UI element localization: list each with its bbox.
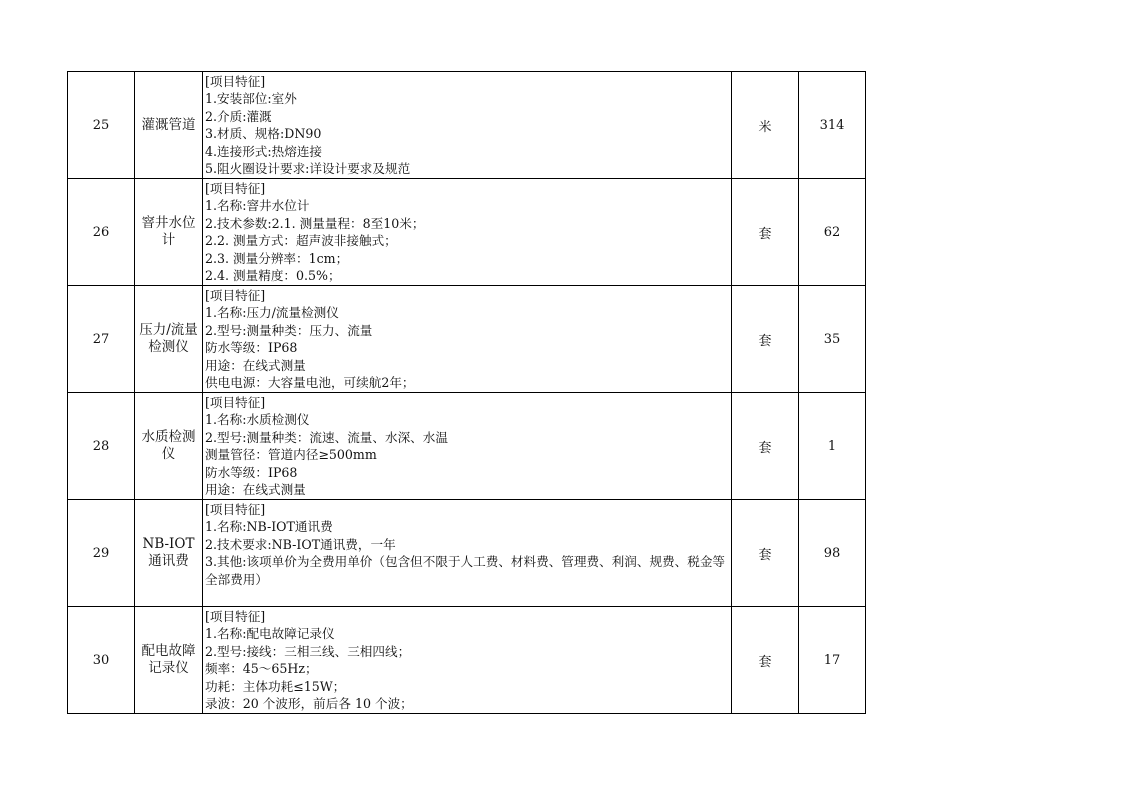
feature-line: 1.安装部位:室外 — [205, 91, 297, 107]
row-number: 29 — [68, 500, 135, 607]
feature-line: 防水等级：IP68 — [205, 340, 298, 356]
unit: 套 — [732, 286, 799, 393]
feature-line: 录波：20 个波形，前后各 10 个波； — [205, 696, 413, 712]
feature-line: 2.2. 测量方式：超声波非接触式； — [205, 233, 397, 249]
table-row — [68, 500, 866, 607]
item-name: 水质检测仪 — [135, 393, 203, 500]
feature-line: 测量管径：管道内径≥500mm — [205, 447, 377, 463]
bill-of-quantities-sheet — [67, 71, 866, 714]
features-cell — [205, 73, 731, 178]
quantity: 1 — [799, 393, 866, 500]
unit: 套 — [732, 607, 799, 714]
feature-line: 5.阻火圈设计要求:详设计要求及规范 — [205, 161, 411, 177]
item-features — [203, 500, 732, 607]
feature-line: 用途：在线式测量 — [205, 482, 306, 498]
feature-line: 2.型号:接线：三相三线、三相四线； — [205, 643, 411, 659]
feature-line: [项目特征] — [205, 181, 266, 196]
table-row — [68, 72, 866, 179]
quantity: 62 — [799, 179, 866, 286]
feature-line: 2.3. 测量分辨率：1cm； — [205, 250, 349, 266]
row-number: 25 — [68, 72, 135, 179]
item-features — [203, 72, 732, 179]
feature-line: 1.名称:水质检测仪 — [205, 412, 310, 428]
item-name: NB-IOT通讯费 — [135, 500, 203, 607]
unit: 米 — [732, 72, 799, 179]
features-cell — [205, 608, 731, 713]
feature-line: 2.技术要求:NB-IOT通讯费，一年 — [205, 536, 396, 552]
item-features — [203, 607, 732, 714]
feature-line: 频率：45～65Hz； — [205, 661, 318, 677]
quantity: 17 — [799, 607, 866, 714]
row-number: 27 — [68, 286, 135, 393]
row-number: 30 — [68, 607, 135, 714]
quantity: 314 — [799, 72, 866, 179]
feature-line: [项目特征] — [205, 288, 266, 303]
feature-line: 1.名称:NB-IOT通讯费 — [205, 519, 333, 535]
feature-line: 2.型号:测量种类：流速、流量、水深、水温 — [205, 429, 448, 445]
feature-line: 2.4. 测量精度：0.5%； — [205, 268, 341, 284]
feature-line: 2.介质:灌溉 — [205, 108, 272, 124]
item-name: 窨井水位计 — [135, 179, 203, 286]
features-cell — [205, 180, 731, 285]
table-row — [68, 286, 866, 393]
table-row — [68, 607, 866, 714]
feature-line: 3.其他:该项单价为全费用单价（包含但不限于人工费、材料费、管理费、利润、规费、税金等全部费用） — [205, 554, 726, 587]
unit: 套 — [732, 179, 799, 286]
feature-line: 1.名称:窨井水位计 — [205, 198, 310, 214]
table-body — [68, 72, 866, 714]
feature-line: 1.名称:压力/流量检测仪 — [205, 305, 339, 321]
table-row — [68, 179, 866, 286]
quantity: 35 — [799, 286, 866, 393]
feature-line: [项目特征] — [205, 395, 266, 410]
table-row — [68, 393, 866, 500]
feature-line: [项目特征] — [205, 74, 266, 89]
feature-line: 1.名称:配电故障记录仪 — [205, 626, 335, 642]
item-features — [203, 286, 732, 393]
features-cell — [205, 394, 731, 499]
features-cell — [205, 501, 731, 606]
item-name: 配电故障记录仪 — [135, 607, 203, 714]
feature-line: 防水等级：IP68 — [205, 464, 298, 480]
unit: 套 — [732, 500, 799, 607]
item-name: 压力/流量检测仪 — [135, 286, 203, 393]
feature-line: [项目特征] — [205, 609, 266, 624]
feature-line: 用途：在线式测量 — [205, 357, 306, 373]
row-number: 26 — [68, 179, 135, 286]
quantity: 98 — [799, 500, 866, 607]
features-cell — [205, 287, 731, 392]
quantities-table — [67, 71, 866, 714]
feature-line: 4.连接形式:热熔连接 — [205, 143, 323, 159]
feature-line: 3.材质、规格:DN90 — [205, 126, 322, 142]
feature-line: 供电电源：大容量电池，可续航2年； — [205, 375, 415, 391]
feature-line: [项目特征] — [205, 502, 266, 517]
feature-line: 2.技术参数:2.1. 测量量程：8至10米； — [205, 215, 425, 231]
item-name: 灌溉管道 — [135, 72, 203, 179]
item-features — [203, 179, 732, 286]
item-features — [203, 393, 732, 500]
unit: 套 — [732, 393, 799, 500]
feature-line: 功耗：主体功耗≤15W； — [205, 678, 346, 694]
feature-line: 2.型号:测量种类：压力、流量 — [205, 322, 373, 338]
row-number: 28 — [68, 393, 135, 500]
